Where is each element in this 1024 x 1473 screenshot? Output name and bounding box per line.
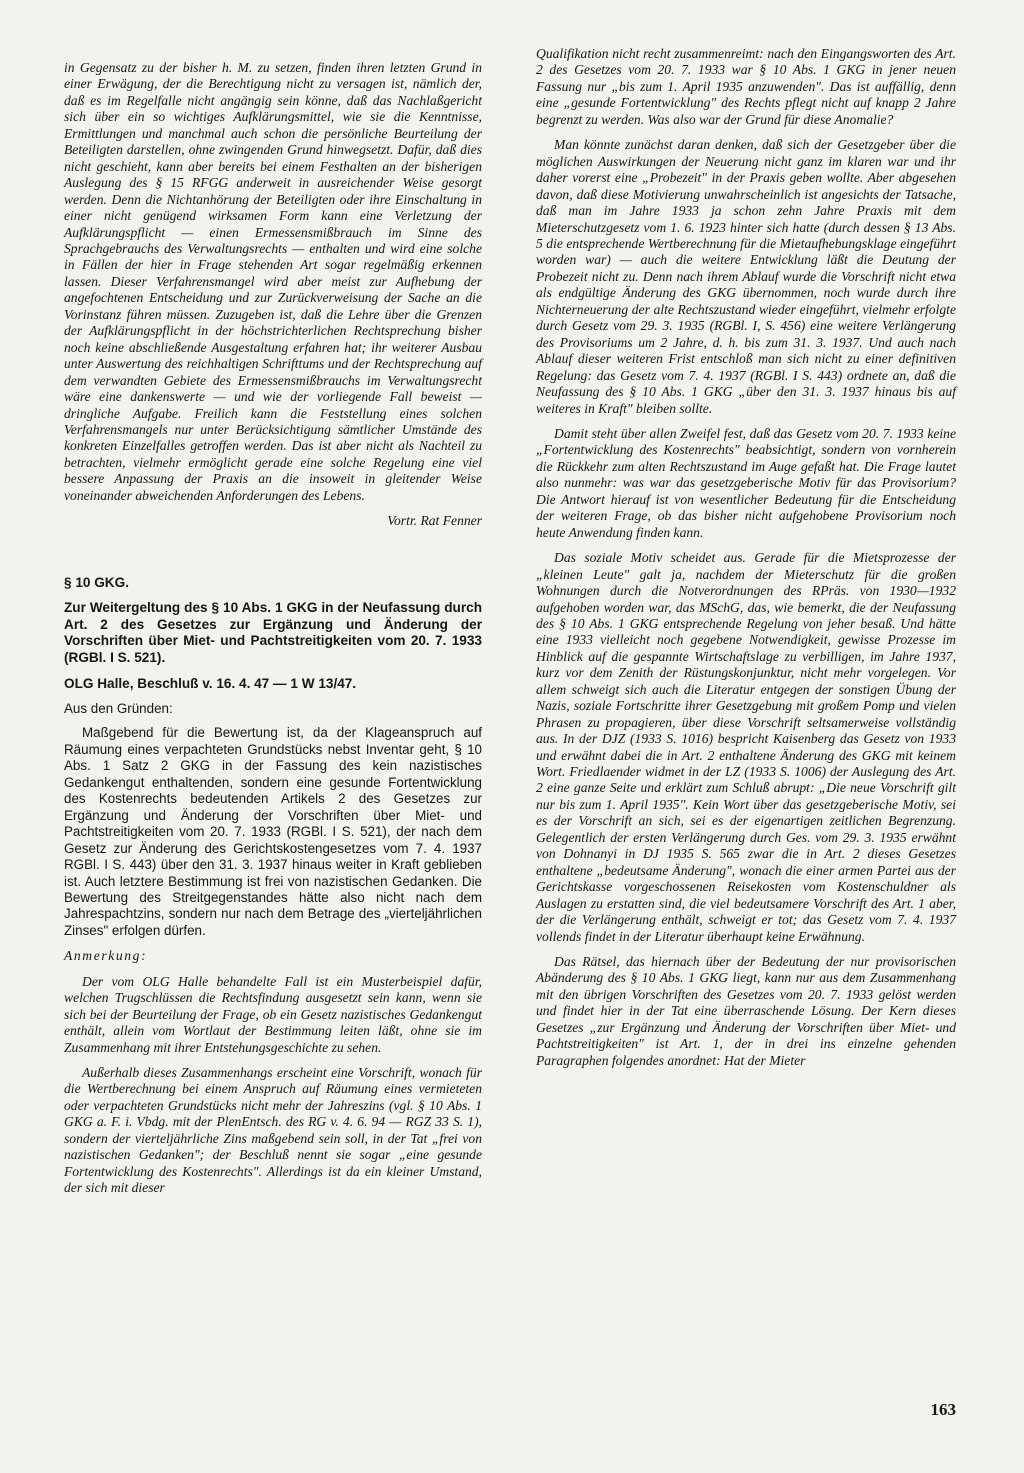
right-column (536, 46, 956, 1078)
decision-heading: Zur Weitergeltung des § 10 Abs. 1 GKG in der Neufassung durch Art. 2 des Gesetzes zur Ergänzung und Änderung der Vorschriften über Miet- und Pachtstreitigkeiten vom 20. 7. 1933 (RGBl. I S. 521). (64, 600, 482, 665)
reasons-paragraph: Maßgebend für die Bewertung ist, da der Klageanspruch auf Räumung eines verpachteten Grundstücks nebst Inventar geht, § 10 Abs. 1 Satz 2 GKG in der Fassung des kein nazistisches Gedankengut enthaltenden, sondern eine gesunde Fortentwicklung des Kostenrechts bedeutenden Artikels 2 des Gesetzes zur Ergänzung und Änderung der Vorschriften über Miet- und Pachtstreitigkeiten vom 20. 7. 1933 (RGBl. I S. 521), der nach dem Gesetz zur Änderung des Gerichtskostengesetzes vom 7. 4. 1937 RGBl. I S. 443) über den 31. 3. 1937 hinaus weiter in Kraft geblieben ist. Auch letztere Bestimmung ist frei von nazistischen Gedanken. Die Bewertung des Streitgegenstandes hätte also nicht nach dem Jahrespachtzins, sondern nur nach dem Betrage des „vierteljährlichen Zinses" erfolgen dürfen. (64, 725, 482, 938)
annotation-paragraph-1: Der vom OLG Halle behandelte Fall ist ein Musterbeispiel dafür, welchen Trugschlüssen die Rechtsfindung ausgesetzt sein kann, wenn sie sich bei der Beurteilung der Frage, ob ein Gesetz nazistisches Gedankengut enthält, allein vom Wortlaut der Bestimmung leiten läßt, ohne sie im Zusammenhang mit ihrer Entstehungsgeschichte zu sehen. (64, 973, 482, 1055)
annotation-paragraph-7: Das Rätsel, das hiernach über der Bedeutung der nur provisorischen Abänderung des § 10 Abs. 1 GKG liegt, kann nur aus dem Zusammenhang mit den übrigen Vorschriften des Gesetzes vom 20. 7. 1933 gelöst werden und findet hier in der Tat eine überraschende Lösung. Der Kern dieses Gesetzes „zur Ergänzung und Änderung der Vorschriften über Miet- und Pachtstreitigkeiten" ist Art. 1, der in drei ins einzelne gehenden Paragraphen folgendes anordnet: Hat der Mieter (536, 954, 956, 1068)
annotation-label: Anmerkung: (64, 948, 148, 964)
author-signature: Vortr. Rat Fenner (387, 513, 482, 529)
annotation-paragraph-3: Qualifikation nicht recht zusammenreimt: nach den Eingangsworten des Art. 2 des Gesetzes vom 20. 7. 1933 war § 10 Abs. 1 GKG in jener neuen Fassung nur „bis zum 1. April 1935 anzuwenden". Das ist auffällig, denn eine „gesunde Fortentwicklung" des Rechts pflegt nicht auf knapp 2 Jahre begrenzt zu werden. Was also war der Grund für diese Anomalie? (536, 46, 956, 127)
annotation-paragraph-6: Das soziale Motiv scheidet aus. Gerade für die Mietsprozesse der „kleinen Leute" galt ja, nachdem der Mieterschutz für die großen Wohnungen durch die Notverordnungen des RPräs. von 1930—1932 aufgehoben worden war, das MSchG, das, wie bemerkt, die der Neufassung des § 10 Abs. 1 GKG entsprechende Regelung von jeher besaß. Und hätte eine 1933 vielleicht noch gegebene Notwendigkeit, gewisse Prozesse im Hinblick auf die gespannte Wirtschaftslage zu verbilligen, im Jahre 1937, kurz vor dem Zenith der Rüstungskonjunktur, nicht mehr vorgelegen. Vor allem schweigt sich auch die Literatur entgegen der sonstigen Übung der Nazis, soziale Fortschritte ihrer Gesetzgebung mit großem Pomp und vielen Phrasen zu propagieren, über diese Vorschrift seltsamerweise vollständig aus. In der DJZ (1933 S. 1016) bespricht Kaisenberg das Gesetz von 1933 und erwähnt dabei die in Art. 2 enthaltene Änderung des GKG mit keinem Wort. Friedlaender widmet in der LZ (1933 S. 1006) der Auslegung des Art. 2 eine ganze Seite und erklärt zum Schluß abrupt: „Die neue Vorschrift gilt nur bis zum 1. April 1935". Kein Wort über das gesetzgeberische Motiv, sei es der Vorschrift an sich, sei es der eigenartigen zeitlichen Begrenzung. Gelegentlich der ersten Verlängerung durch Ges. vom 29. 3. 1935 erwähnt von Dohnanyi in DJ 1935 S. 565 zwar die in Art. 2 dieses Gesetzes enthaltene „bedeutsame Änderung", wonach die einer armen Partei aus der Gerichtskasse vorgeschossenen Reisekosten vom Kostenschuldner als Auslagen zu erstatten sind, die viel bedeutsamere Vorschrift des Art. 1 aber, der die Verlängerung enthält, schweigt er tot; das Gesetz vom 7. 4. 1937 vollends findet in der Literatur überhaupt keine Erwähnung. (536, 550, 956, 944)
annotation-paragraph-5: Damit steht über allen Zweifel fest, daß das Gesetz vom 20. 7. 1933 keine „Fortentwicklung des Kostenrechts" beabsichtigt, sondern von vornherein die Rückkehr zum alten Rechtszustand im Auge gefaßt hat. Die Frage lautet also nunmehr: was war das gesetzgeberische Motiv für das Provisorium? Die Antwort hierauf ist von wesentlicher Bedeutung für die Entscheidung der weiteren Frage, ob das bisher nicht aufgehobene Provisorium noch heute Anwendung finden kann. (536, 425, 956, 540)
court-citation: OLG Halle, Beschluß v. 16. 4. 47 — 1 W 13/47. (64, 675, 357, 691)
section-label: § 10 GKG. (64, 574, 129, 590)
section-spacer (64, 539, 482, 575)
paragraph-commentary-end: in Gegensatz zu der bisher h. M. zu setzen, finden ihren letzten Grund in einer Erwägung, der die Berechtigung nicht zu versagen ist, nämlich der, daß es im Regelfalle nicht angängig sein könne, daß das Nachlaßgericht sich über ein so wichtiges Aufklärungsmittel, wie sie die Kenntnisse, Ermittlungen und manchmal auch schon die persönliche Beurteilung der Beteiligten darstellen, ohne zwingenden Grund hinwegsetzt. Dafür, daß dies nicht geschieht, kann aber bereits bei einem Festhalten an der bisherigen Auslegung des § 15 RFGG anderweit in ausreichender Weise gesorgt werden. Denn die Nichtanhörung der Beteiligten oder ihre Einschaltung in einer nicht genügend wirksamen Form kann eine Verletzung der Aufklärungspflicht — einen Ermessensmißbrauch im Sinne des Sprachgebrauchs des Verwaltungsrechts — enthalten und wird eine solche in Fällen der hier in Frage stehenden Art sogar regelmäßig erkennen lassen. Dieser Verfahrensmangel wird aber meist zur Aufhebung der angefochtenen Entscheidung und zur Zurückverweisung der Sache an die Vorinstanz führen müssen. Zuzugeben ist, daß die Lehre über die Grenzen der Aufklärungspflicht in der höchstrichterlichen Rechtsprechung bisher noch keine abschließende Ausgestaltung erfahren hat; ihr weiterer Ausbau unter Auswertung des reichhaltigen Schrifttums und der Rechtsprechung auf dem verwandten Gebiete des Ermessensmißbrauchs im Verwaltungsrecht wäre eine dankenswerte — und wie der vorliegende Fall beweist — dringliche Aufgabe. Freilich kann die Feststellung eines solchen Verfahrensmangels nur unter Berücksichtigung sämtlicher Umstände des konkreten Einzelfalles getroffen werden. Das ist aber nicht als Nachteil zu betrachten, vielmehr ermöglicht gerade eine solche Regelung eine viel bessere Anpassung der Praxis an die insoweit in gleitender Weise voneinander abweichenden Anforderungen des Lebens. (64, 60, 482, 503)
left-column (64, 60, 482, 1206)
page-number: 163 (930, 1400, 956, 1419)
reasons-intro: Aus den Gründen: (64, 700, 173, 716)
annotation-paragraph-4: Man könnte zunächst daran denken, daß sich der Gesetzgeber über die möglichen Auswirkungen der Neuerung nicht ganz im klaren war und ihr daher vorerst eine „Probezeit" in der Praxis geben wollte. Aber abgesehen davon, daß diese Motivierung unwahrscheinlich ist angesichts der Tatsache, daß man im Jahre 1933 ja schon zehn Jahre Praxis mit dem Mieterschutzgesetz vom 1. 6. 1923 hinter sich hatte (durch dessen § 13 Abs. 5 die entsprechende Wertberechnung für die Mietaufhebungsklage eingeführt worden war) — auch die weitere Entwicklung läßt die Deutung der Probezeit nicht zu. Denn nach ihrem Ablauf wurde die Vorschrift nicht etwa als endgültige Änderung des GKG übernommen, noch wurde durch ihre Nichterneuerung der alte Rechtszustand wieder eingeführt, vielmehr erfolgte durch Gesetz vom 29. 3. 1935 (RGBl. I, S. 456) eine weitere Verlängerung des Provisoriums um 2 Jahre, d. h. bis zum 31. 3. 1937. Und auch nach Ablauf dieser weiteren Frist entschloß man sich nicht zu einer definitiven Regelung: das Gesetz vom 7. 4. 1937 (RGBl. I S. 443) ordnete an, daß die Neufassung des § 10 Abs. 1 GKG „über den 31. 3. 1937 hinaus bis auf weiteres in Kraft" bleiben sollte. (536, 137, 956, 416)
annotation-paragraph-2: Außerhalb dieses Zusammenhangs erscheint eine Vorschrift, wonach für die Wertberechnung bei einem Anspruch auf Räumung eines vermieteten oder verpachteten Grundstücks nicht mehr der Jahreszins (vgl. § 10 Abs. 1 GKG a. F. i. Vbdg. mit der PlenEntsch. des RG v. 4. 6. 94 — RGZ 33 S. 1), sondern der vierteljährliche Zins maßgebend sein soll, in der Tat „frei von nazistischen Gedanken"; der Beschluß nennt sie sogar „eine gesunde Fortentwicklung des Kostenrechts". Allerdings ist da ein kleiner Umstand, der sich mit dieser (64, 1065, 482, 1196)
